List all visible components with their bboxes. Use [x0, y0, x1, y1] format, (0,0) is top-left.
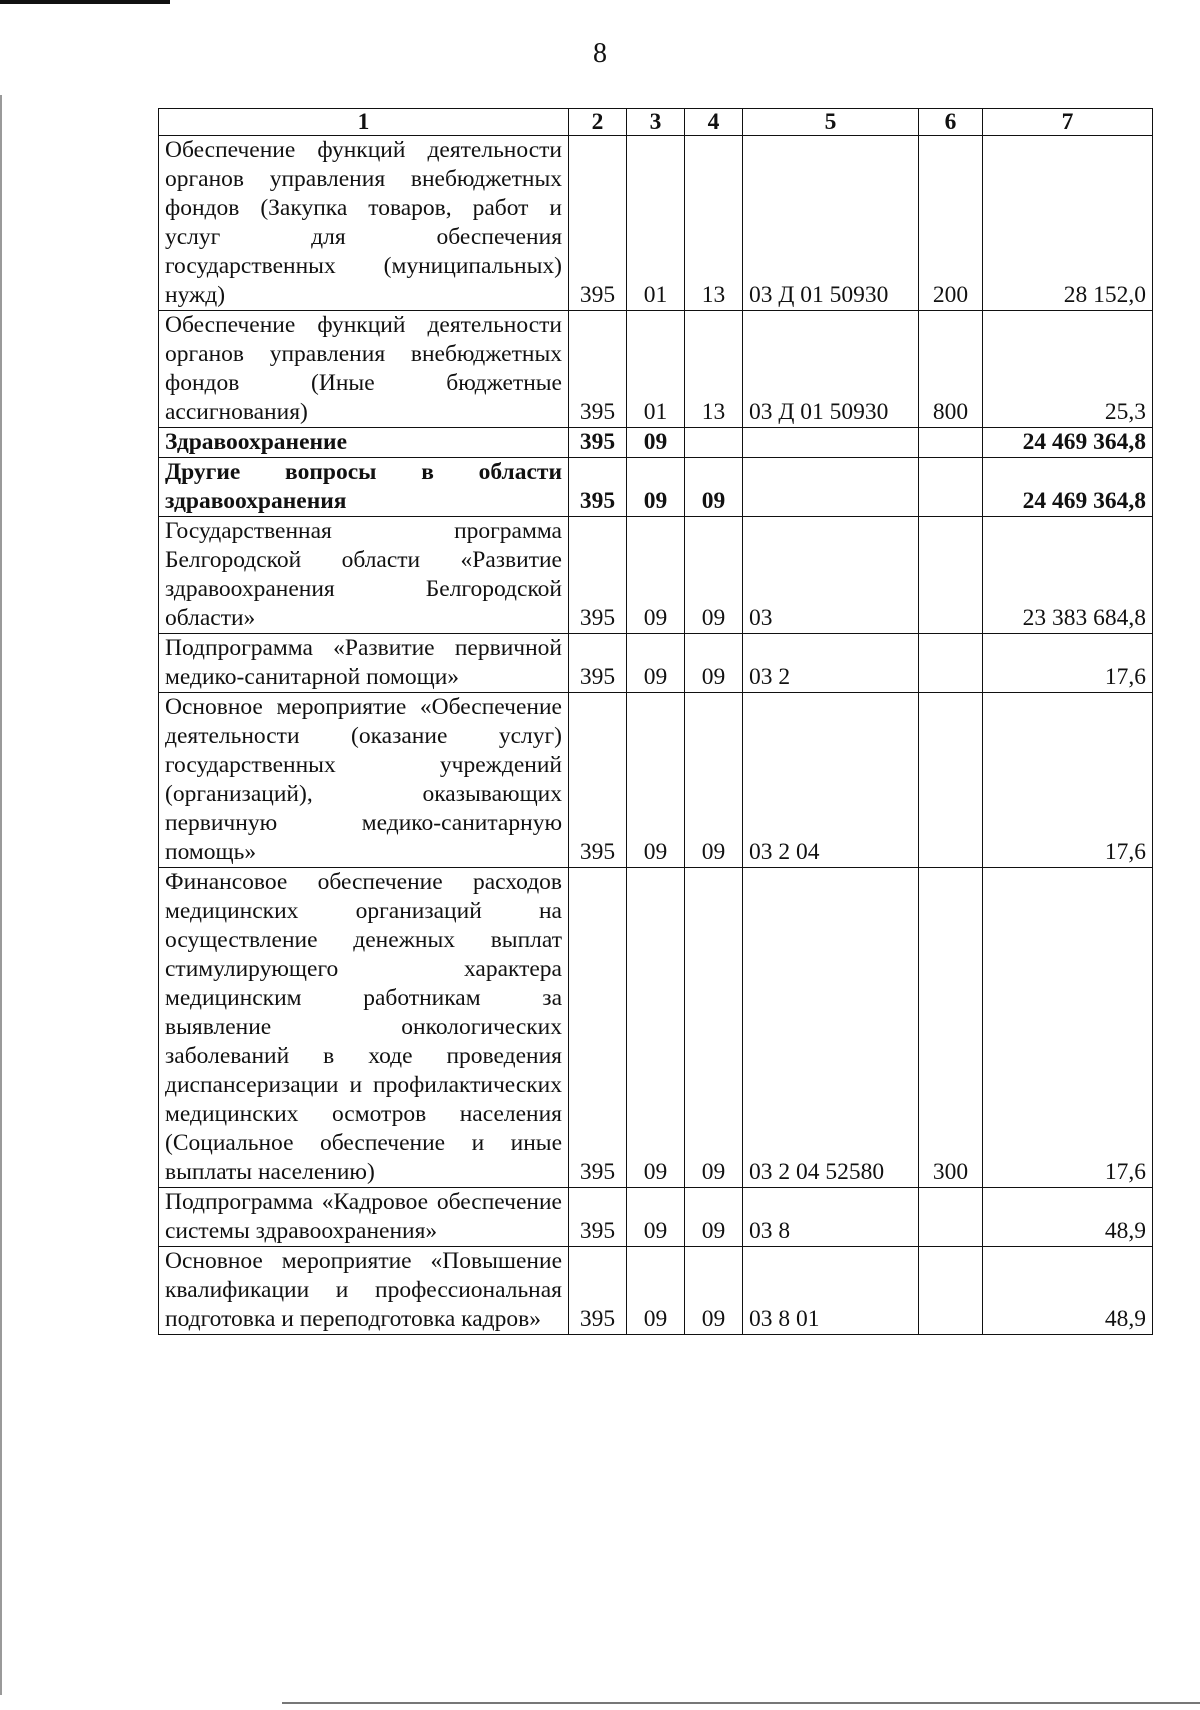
- table-row: [159, 1247, 1153, 1335]
- item-name-cell: Здравоохранение: [159, 428, 569, 458]
- target-article-cell: [743, 428, 919, 458]
- table-row: [159, 1188, 1153, 1247]
- expense-type-cell: [919, 458, 983, 517]
- budget-table: [158, 108, 1153, 1335]
- target-article-cell: 03 2: [743, 634, 919, 693]
- budget-table-body: [159, 109, 1153, 1335]
- amount-cell: 23 383 684,8: [983, 517, 1153, 634]
- subsection-code-cell: 09: [685, 634, 743, 693]
- target-article-cell: 03 8: [743, 1188, 919, 1247]
- page-number: 8: [593, 38, 607, 69]
- subsection-code-cell: 09: [685, 517, 743, 634]
- item-name-cell: Государственная программа Белгородской области «Развитие здравоохранения Белгородской области»: [159, 517, 569, 634]
- expense-type-cell: 200: [919, 136, 983, 311]
- section-code-cell: 01: [627, 136, 685, 311]
- table-row: [159, 634, 1153, 693]
- target-article-cell: 03 Д 01 50930: [743, 136, 919, 311]
- amount-cell: 24 469 364,8: [983, 428, 1153, 458]
- amount-cell: 17,6: [983, 693, 1153, 868]
- table-row: [159, 428, 1153, 458]
- expense-type-cell: 800: [919, 311, 983, 428]
- subsection-code-cell: 09: [685, 1188, 743, 1247]
- item-name-cell: Подпрограмма «Кадровое обеспечение системы здравоохранения»: [159, 1188, 569, 1247]
- section-code-cell: 01: [627, 311, 685, 428]
- section-code-cell: 09: [627, 868, 685, 1188]
- grbs-code-cell: 395: [569, 458, 627, 517]
- amount-cell: 25,3: [983, 311, 1153, 428]
- amount-cell: 48,9: [983, 1188, 1153, 1247]
- amount-cell: 24 469 364,8: [983, 458, 1153, 517]
- header-cell-5: 5: [743, 109, 919, 136]
- item-name-cell: Обеспечение функций деятельности органов управления внебюджетных фондов (Иные бюджетные ассигнования): [159, 311, 569, 428]
- item-name-cell: Основное мероприятие «Повышение квалификации и профессиональная подготовка и переподготовка кадров»: [159, 1247, 569, 1335]
- section-code-cell: 09: [627, 634, 685, 693]
- expense-type-cell: [919, 517, 983, 634]
- grbs-code-cell: 395: [569, 1188, 627, 1247]
- expense-type-cell: [919, 634, 983, 693]
- subsection-code-cell: 09: [685, 868, 743, 1188]
- expense-type-cell: [919, 428, 983, 458]
- item-name-cell: Подпрограмма «Развитие первичной медико-санитарной помощи»: [159, 634, 569, 693]
- subsection-code-cell: [685, 428, 743, 458]
- grbs-code-cell: 395: [569, 136, 627, 311]
- table-row: [159, 136, 1153, 311]
- expense-type-cell: [919, 693, 983, 868]
- header-cell-2: 2: [569, 109, 627, 136]
- grbs-code-cell: 395: [569, 693, 627, 868]
- amount-cell: 28 152,0: [983, 136, 1153, 311]
- grbs-code-cell: 395: [569, 1247, 627, 1335]
- target-article-cell: 03 8 01: [743, 1247, 919, 1335]
- target-article-cell: 03 Д 01 50930: [743, 311, 919, 428]
- item-name-cell: Финансовое обеспечение расходов медицинских организаций на осуществление денежных выплат стимулирующего характера медицинским работникам за выявление онкологических заболеваний в ходе проведения диспансеризации и профилактических медицинских осмотров населения (Социальное обеспечение и иные выплаты населению): [159, 868, 569, 1188]
- grbs-code-cell: 395: [569, 311, 627, 428]
- expense-type-cell: [919, 1188, 983, 1247]
- section-code-cell: 09: [627, 1188, 685, 1247]
- amount-cell: 48,9: [983, 1247, 1153, 1335]
- table-row: [159, 868, 1153, 1188]
- grbs-code-cell: 395: [569, 634, 627, 693]
- grbs-code-cell: 395: [569, 868, 627, 1188]
- subsection-code-cell: 13: [685, 311, 743, 428]
- target-article-cell: [743, 458, 919, 517]
- grbs-code-cell: 395: [569, 428, 627, 458]
- item-name-cell: Другие вопросы в области здравоохранения: [159, 458, 569, 517]
- table-row: [159, 693, 1153, 868]
- header-cell-7: 7: [983, 109, 1153, 136]
- item-name-cell: Основное мероприятие «Обеспечение деятельности (оказание услуг) государственных учреждений (организаций), оказывающих первичную медико-санитарную помощь»: [159, 693, 569, 868]
- section-code-cell: 09: [627, 458, 685, 517]
- grbs-code-cell: 395: [569, 517, 627, 634]
- amount-cell: 17,6: [983, 634, 1153, 693]
- scan-edge-mark-bottom: [282, 1702, 1200, 1704]
- section-code-cell: 09: [627, 428, 685, 458]
- subsection-code-cell: 09: [685, 1247, 743, 1335]
- header-cell-4: 4: [685, 109, 743, 136]
- expense-type-cell: 300: [919, 868, 983, 1188]
- subsection-code-cell: 09: [685, 458, 743, 517]
- table-row: [159, 311, 1153, 428]
- target-article-cell: 03: [743, 517, 919, 634]
- scan-margin-line: [0, 95, 2, 1695]
- table-row: [159, 517, 1153, 634]
- table-row: [159, 458, 1153, 517]
- scan-edge-mark-top: [0, 0, 170, 4]
- subsection-code-cell: 09: [685, 693, 743, 868]
- amount-cell: 17,6: [983, 868, 1153, 1188]
- item-name-cell: Обеспечение функций деятельности органов управления внебюджетных фондов (Закупка товаров, работ и услуг для обеспечения государственных (муниципальных) нужд): [159, 136, 569, 311]
- header-cell-3: 3: [627, 109, 685, 136]
- table-header-row: [159, 109, 1153, 136]
- section-code-cell: 09: [627, 517, 685, 634]
- target-article-cell: 03 2 04 52580: [743, 868, 919, 1188]
- section-code-cell: 09: [627, 1247, 685, 1335]
- header-cell-6: 6: [919, 109, 983, 136]
- target-article-cell: 03 2 04: [743, 693, 919, 868]
- expense-type-cell: [919, 1247, 983, 1335]
- subsection-code-cell: 13: [685, 136, 743, 311]
- section-code-cell: 09: [627, 693, 685, 868]
- header-cell-1: 1: [159, 109, 569, 136]
